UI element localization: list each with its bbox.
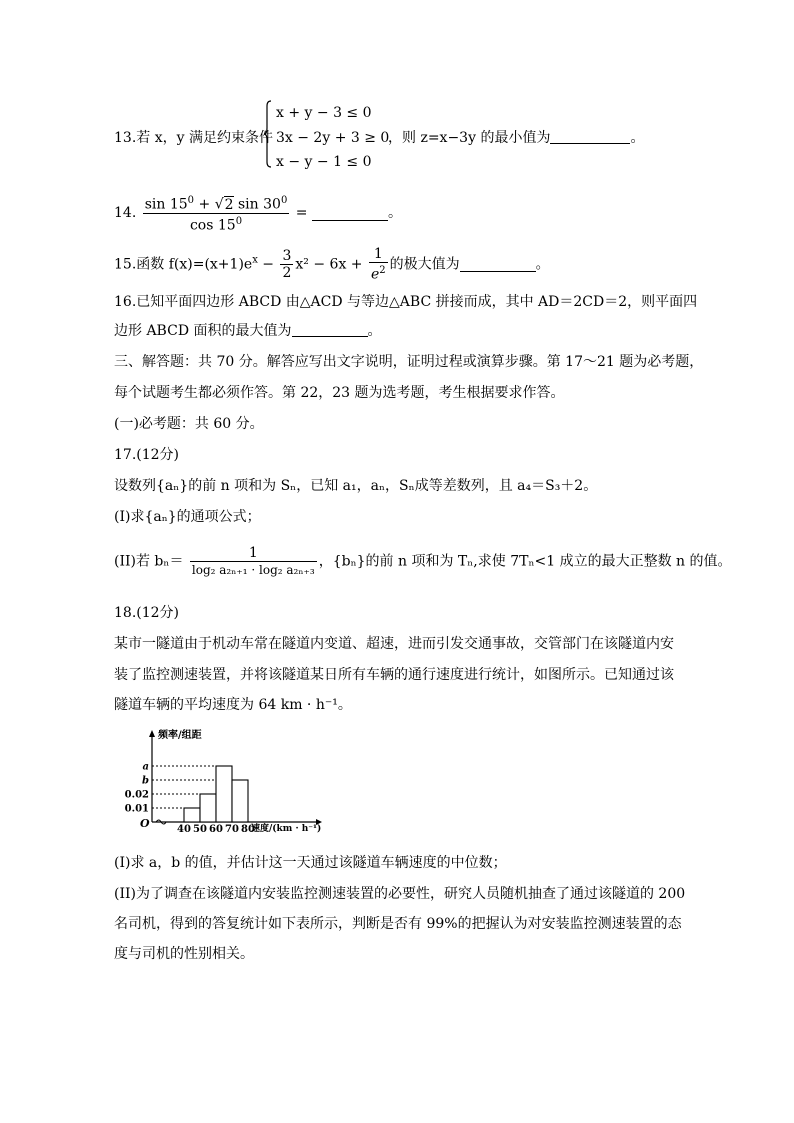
q13-end: 。: [630, 130, 645, 146]
q18-header: 18.(12分): [114, 605, 180, 621]
q13-constraint-1: x + y − 3 ≤ 0: [276, 105, 372, 121]
q13-constraint-3: x − y − 1 ≤ 0: [276, 154, 372, 170]
q17-fraction: $\frac{1}{\text{log₂ a₂ₙ₊₁ · log₂ a₂ₙ₊₃}}$: [191, 545, 315, 577]
section3-line-1: 三、解答题：共 70 分。解答应写出文字说明，证明过程或演算步骤。第 17～21 题为必考题，: [114, 354, 704, 370]
q13-prefix: 13.若 x，y 满足约束条件: [114, 130, 273, 146]
q16-line-1: 16.已知平面四边形 ABCD 由△ACD 与等边△ABC 拼接而成，其中 AD＝2CD＝2，则平面四: [114, 294, 698, 310]
x-axis-label: 速度/(km · h⁻¹): [251, 824, 322, 834]
q13-suffix: ，则 z=x−3y 的最小值为: [388, 130, 551, 146]
q13-constraint-2: 3x − 2y + 3 ≥ 0: [276, 130, 390, 146]
q14-answer-blank[interactable]: [312, 206, 388, 221]
q18-part1: (I)求 a，b 的值，并估计这一天通过该隧道车辆速度的中位数；: [114, 855, 507, 871]
histogram-bar: [200, 794, 216, 822]
q16-line-2: 边形 ABCD 面积的最大值为 。: [114, 323, 382, 339]
q15-fraction-2: $\frac{1}{e^2}$: [370, 246, 386, 283]
y-axis-arrow-icon: [149, 730, 155, 737]
q15-answer-blank[interactable]: [460, 257, 536, 272]
q17-part1: (I)求{aₙ}的通项公式；: [114, 509, 261, 525]
q14-prefix: 14.: [114, 205, 137, 222]
q13-answer-blank[interactable]: [550, 129, 630, 144]
q18-part2-line-2: 名司机，得到的答复统计如下表所示，判断是否有 99%的把握认为对安装监控测速装置的态: [114, 916, 682, 932]
q17-stem: 设数列{aₙ}的前 n 项和为 Sₙ，已知 a₁，aₙ，Sₙ成等差数列，且 a₄＝S₃＋2。: [114, 478, 598, 494]
q16-answer-blank[interactable]: [292, 322, 368, 337]
y-axis-label: 频率/组距: [158, 730, 202, 741]
q18-part2-line-3: 度与司机的性别相关。: [114, 946, 254, 962]
q15-prefix: 15.函数 f(x)=(x+1)e: [114, 256, 253, 273]
q15-fraction-1: $\frac{3}{2}$: [282, 247, 292, 281]
q13-line: [114, 129, 273, 147]
y-tick-label: 0.02: [124, 789, 149, 801]
y-tick-label: 0.01: [124, 803, 149, 815]
x-tick-label: 70: [225, 824, 239, 835]
q15-exp: x: [252, 254, 258, 266]
q13-suffix-line: [388, 129, 644, 147]
section3-line-2: 每个试题考生都必须作答。第 22，23 题为选考题，考生根据要求作答。: [114, 385, 565, 401]
q14-end: 。: [387, 205, 402, 222]
x-tick-label: 40: [177, 824, 191, 835]
y-tick-label: b: [142, 775, 149, 787]
q15-line: 15.函数 $f(x)=(x+1)e^x$ − $\frac{3}{2}$ x² − 6x + $\frac{1}{e^2}$ 的极大值为 。: [114, 246, 550, 283]
histogram-bar: [184, 808, 200, 822]
q18-part2-line-1: (II)为了调查在该隧道内安装监控测速装置的必要性，研究人员随机抽查了通过该隧道的 200: [114, 886, 686, 902]
brace-icon: [264, 100, 272, 168]
q14-fraction: [143, 193, 290, 233]
q14-numerator: $\sin 15^0 + √2$ $\sin 30^0$: [144, 195, 288, 213]
q18-line-2: 装了监控测速装置，并将该隧道某日所有车辆的通行速度进行统计，如图所示。已知通过该: [114, 667, 674, 683]
histogram-bar: [216, 766, 232, 822]
histogram-bar: [232, 780, 248, 822]
q18-line-1: 某市一隧道由于机动车常在隧道内变道、超速，进而引发交通事故，交管部门在该隧道内安: [114, 636, 674, 652]
x-tick-label: 50: [193, 824, 207, 835]
y-tick-label: a: [142, 761, 149, 773]
x-tick-label: 80: [241, 824, 255, 835]
section3-line-3: (一)必考题：共 60 分。: [114, 416, 264, 432]
q14-denominator: $\cos 15^0$: [189, 215, 243, 234]
speed-histogram: [112, 725, 342, 840]
q15-suffix: 的极大值为: [389, 256, 460, 273]
q14-eq: =: [295, 205, 312, 222]
q17-part2: (II)若 bₙ＝ $\frac{1}{\text{log₂ a₂ₙ₊₁ · log₂ a₂ₙ₊₃}}$ ，{bₙ}的前 n 项和为 Tₙ,求使 7Tₙ<1 成立的最大正整数 n 的值。: [114, 545, 732, 577]
x-tick-label: 60: [209, 824, 223, 835]
origin-label: O: [140, 817, 150, 830]
q18-line-3: 隧道车辆的平均速度为 64 km · h⁻¹。: [114, 697, 352, 713]
q14-line: [114, 193, 402, 233]
q17-header: 17.(12分): [114, 447, 180, 463]
